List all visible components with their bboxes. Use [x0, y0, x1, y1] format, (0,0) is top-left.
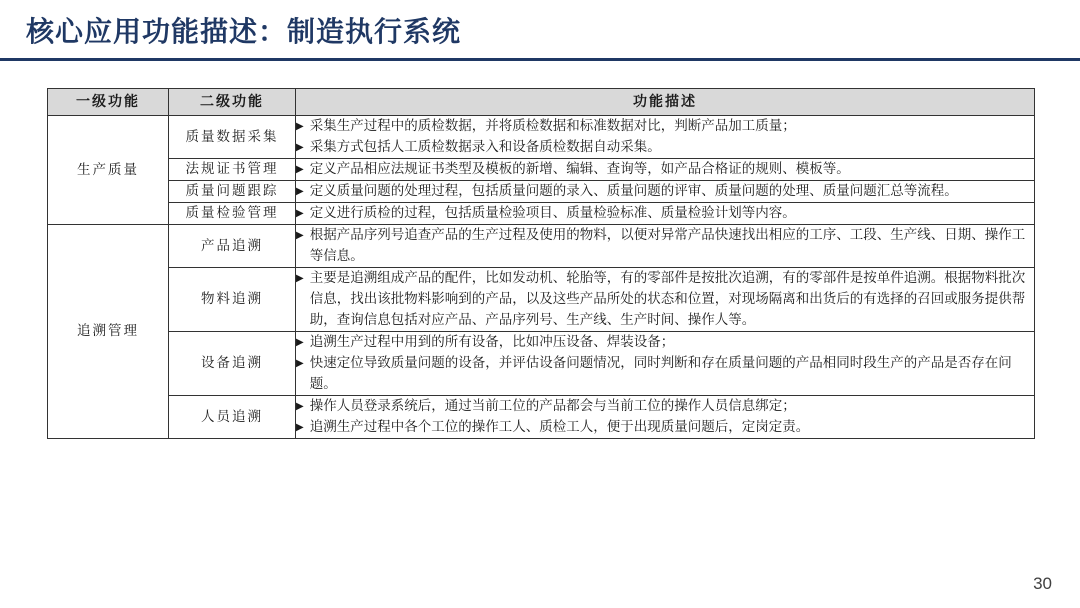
header-level1: 一级功能	[48, 89, 169, 116]
table-row	[48, 159, 1035, 181]
description-bullet	[296, 159, 1034, 180]
triangle-bullet-icon: ▶	[296, 186, 304, 197]
level2-function-cell: 产品追溯	[169, 225, 296, 268]
triangle-bullet-icon: ▶	[296, 164, 304, 175]
level1-function-cell: 生产质量	[48, 116, 169, 225]
level2-function-cell: 质量数据采集	[169, 116, 296, 159]
table-header-row	[48, 89, 1035, 116]
table-row	[48, 116, 1035, 159]
description-cell	[296, 268, 1035, 332]
page-number: 30	[1033, 574, 1052, 593]
table-row	[48, 268, 1035, 332]
description-cell	[296, 225, 1035, 268]
description-cell	[296, 116, 1035, 159]
description-bullet	[296, 332, 1034, 353]
triangle-bullet-icon: ▶	[296, 358, 304, 369]
description-text: 主要是追溯组成产品的配件，比如发动机、轮胎等，有的零部件是按批次追溯，有的零部件是按单件追溯。根据物料批次信息，找出该批物料影响到的产品，以及这些产品所处的状态和位置，对现场隔离和出货后的有选择的召回或服务提供帮助，查询信息包括对应产品、产品序列号、生产线、生产时间、操作人等。	[309, 270, 1026, 328]
triangle-bullet-icon: ▶	[296, 230, 304, 241]
description-bullet	[296, 225, 1034, 267]
description-bullet	[296, 137, 1034, 158]
description-text: 采集方式包括人工质检数据录入和设备质检数据自动采集。	[309, 139, 661, 155]
description-text: 定义质量问题的处理过程，包括质量问题的录入、质量问题的评审、质量问题的处理、质量问题汇总等流程。	[309, 183, 958, 199]
description-cell	[296, 203, 1035, 225]
description-text: 追溯生产过程中用到的所有设备，比如冲压设备、焊装设备；	[309, 334, 675, 350]
description-text: 采集生产过程中的质检数据，并将质检数据和标准数据对比，判断产品加工质量；	[309, 118, 796, 134]
description-bullet	[296, 353, 1034, 395]
triangle-bullet-icon: ▶	[296, 422, 304, 433]
triangle-bullet-icon: ▶	[296, 142, 304, 153]
title-divider	[0, 58, 1080, 61]
triangle-bullet-icon: ▶	[296, 401, 304, 412]
level2-function-cell: 质量问题跟踪	[169, 181, 296, 203]
description-text: 定义进行质检的过程，包括质量检验项目、质量检验标准、质量检验计划等内容。	[309, 205, 796, 221]
description-bullet	[296, 268, 1034, 331]
description-cell	[296, 332, 1035, 396]
description-text: 根据产品序列号追查产品的生产过程及使用的物料，以便对异常产品快速找出相应的工序、工段、生产线、日期、操作工等信息。	[309, 227, 1026, 264]
table-row	[48, 396, 1035, 439]
description-cell	[296, 396, 1035, 439]
description-text: 快速定位导致质量问题的设备，并评估设备问题情况，同时判断和存在质量问题的产品相同时段生产的产品是否存在问题。	[309, 355, 1012, 392]
description-cell	[296, 159, 1035, 181]
description-bullet	[296, 116, 1034, 137]
header-level2: 二级功能	[169, 89, 296, 116]
table-row	[48, 225, 1035, 268]
level2-function-cell: 物料追溯	[169, 268, 296, 332]
description-bullet	[296, 417, 1034, 438]
triangle-bullet-icon: ▶	[296, 208, 304, 219]
triangle-bullet-icon: ▶	[296, 121, 304, 132]
level2-function-cell: 设备追溯	[169, 332, 296, 396]
description-cell	[296, 181, 1035, 203]
table-row	[48, 181, 1035, 203]
header-description: 功能描述	[296, 89, 1035, 116]
level2-function-cell: 人员追溯	[169, 396, 296, 439]
triangle-bullet-icon: ▶	[296, 337, 304, 348]
level2-function-cell: 质量检验管理	[169, 203, 296, 225]
description-bullet	[296, 181, 1034, 202]
table-row	[48, 332, 1035, 396]
description-bullet	[296, 203, 1034, 224]
level1-function-cell: 追溯管理	[48, 225, 169, 439]
description-text: 定义产品相应法规证书类型及模板的新增、编辑、查询等，如产品合格证的规则、模板等。	[309, 161, 850, 177]
description-text: 追溯生产过程中各个工位的操作工人、质检工人，便于出现质量问题后，定岗定责。	[309, 419, 810, 435]
page-title: 核心应用功能描述：制造执行系统	[26, 15, 462, 48]
table-row	[48, 203, 1035, 225]
function-table	[47, 88, 1035, 439]
triangle-bullet-icon: ▶	[296, 273, 304, 284]
description-bullet	[296, 396, 1034, 417]
level2-function-cell: 法规证书管理	[169, 159, 296, 181]
description-text: 操作人员登录系统后，通过当前工位的产品都会与当前工位的操作人员信息绑定；	[309, 398, 796, 414]
